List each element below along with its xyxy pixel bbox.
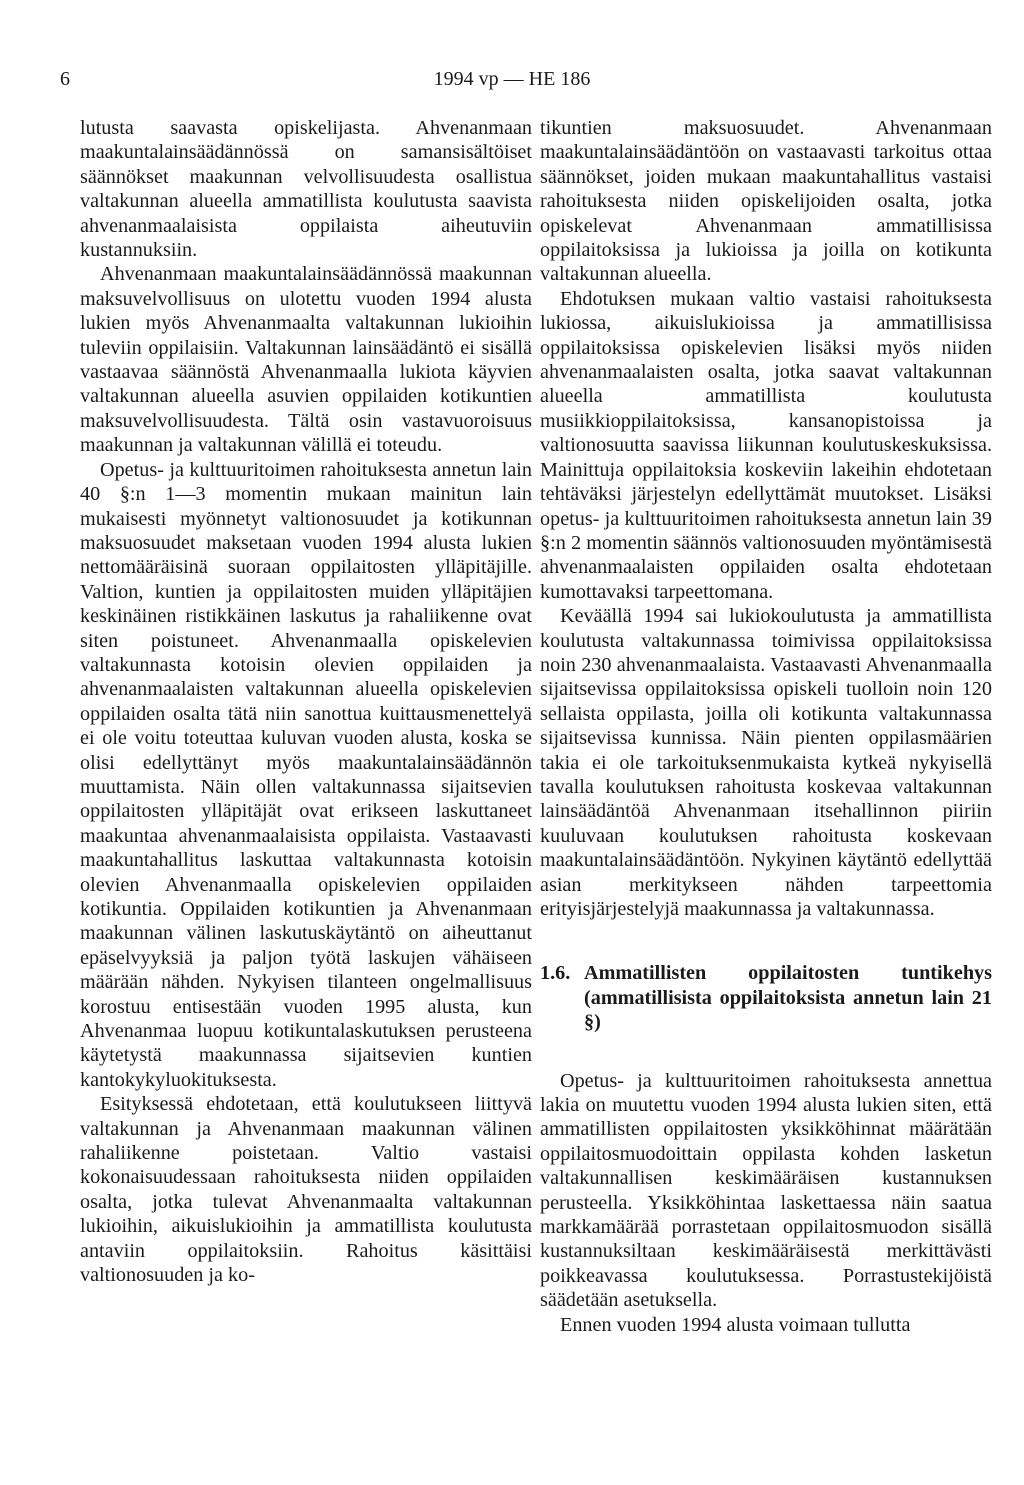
paragraph: Ahvenanmaan maakuntalainsäädännössä maakunnan maksuvelvollisuus on ulotettu vuoden 1994 alusta lukien myös Ahvenanmaalta valtakunnan lukioihin tuleviin oppilaisiin. Valtakunnan lainsäädäntö ei sisällä vastaavaa säännöstä Ahvenanmaalla lukiota käyvien valtakunnan alueella asuvien oppilaiden kotikuntien maksuvelvollisuudesta. Tältä osin vastavuoroisuus maakunnan ja valtakunnan välillä ei toteudu.: [80, 263, 532, 457]
paragraph: Keväällä 1994 sai lukiokoulutusta ja ammatillista koulutusta valtakunnassa toimivissa oppilaitoksissa noin 230 ahvenanmaalaista. Vastaavasti Ahvenanmaalla sijaitsevissa oppilaitoksissa opiskeli tuolloin noin 120 sellaista oppilasta, joilla oli kotikunta valtakunnassa sijaitsevissa kunnissa. Näin pienten oppilasmäärien takia ei ole tarkoituksenmukaista kytkeä nykyisellä tavalla koulutuksen rahoitusta koskevaa valtakunnan lainsäädäntöä Ahvenanmaan itsehallinnon piiriin kuuluvaan koulutuksen rahoitusta koskevaan maakuntalainsäädäntöön. Nykyinen käytäntö edellyttää asian merkitykseen nähden tarpeettomia erityisjärjestelyjä maakunnassa ja valtakunnassa.: [540, 605, 992, 920]
running-title: 1994 vp — HE 186: [433, 68, 591, 90]
section-heading: [540, 961, 992, 1034]
right-column: [540, 116, 992, 1337]
paragraph: Ennen vuoden 1994 alusta voimaan tullutta: [560, 1313, 911, 1336]
paragraph: tikuntien maksuosuudet. Ahvenanmaan maakuntalainsäädäntöön on vastaavasti tarkoitus ottaa säännökset, joiden mukaan maakuntahallitus vastaisi rahoituksesta niiden opiskelijoiden osalta, jotka opiskelevat Ahvenanmaan ammatillisissa oppilaitoksissa ja lukioissa ja joilla on kotikunta valtakunnan alueella.: [540, 117, 992, 286]
paragraph: Esityksessä ehdotetaan, että koulutukseen liittyvä valtakunnan ja Ahvenanmaan maakunnan välinen rahaliikenne poistetaan. Valtio vastaisi kokonaisuudessaan rahoituksesta niiden oppilaiden osalta, jotka tulevat Ahvenanmaalta valtakunnan lukioihin, aikuislukioihin ja ammatillista koulutusta antaviin oppilaitoksiin. Rahoitus käsittäisi valtionosuuden ja ko-: [80, 1093, 532, 1287]
page-header: [0, 68, 1024, 98]
section-number: 1.6.: [540, 962, 571, 985]
paragraph: Opetus- ja kulttuuritoimen rahoituksesta annettua lakia on muutettu vuoden 1994 alusta lukien siten, että ammatillisten oppilaitosten yksikköhinnat määrätään oppilaitosmuodoittain oppilasta kohden lasketun valtakunnallisen keskimääräisen kustannuksen perusteella. Yksikköhintaa laskettaessa näin saatua markkamäärää porrastetaan oppilaitosmuodon sisällä kustannuksiltaan keskimääräisestä merkittävästi poikkeavassa koulutuksessa. Porrastustekijöistä säädetään asetuksella.: [540, 1069, 992, 1312]
paragraph: Opetus- ja kulttuuritoimen rahoituksesta annetun lain 40 §:n 1—3 momentin mukaan mainitun lain mukaisesti myönnetyt valtionosuudet ja kotikunnan maksuosuudet maksetaan vuoden 1994 alusta lukien nettomääräisinä suoraan oppilaitosten ylläpitäjille. Valtion, kuntien ja oppilaitosten muiden ylläpitäjien keskinäinen ristikkäinen laskutus ja rahaliikenne ovat siten poistuneet. Ahvenanmaalla opiskelevien valtakunnasta kotoisin olevien oppilaiden ja ahvenanmaalaisten valtakunnan alueella opiskelevien oppilaiden osalta tätä niin sanottua kuittausmenettelyä ei ole voitu toteuttaa kuluvan vuoden alusta, koska se olisi edellyttänyt myös maakuntalainsäädännön muuttamista. Näin ollen valtakunnassa sijaitsevien oppilaitosten ylläpitäjät ovat erikseen laskuttaneet maakuntaa ahvenanmaalaisista oppilaista. Vastaavasti maakuntahallitus laskuttaa valtakunnasta kotoisin olevien Ahvenanmaalla opiskelevien oppilaiden kotikuntia. Oppilaiden kotikuntien ja Ahvenanmaan maakunnan välinen laskutuskäytäntö on aiheuttanut epäselvyyksiä ja paljon työtä laskujen vähäiseen määrään nähden. Nykyisen tilanteen ongelmallisuus korostuu entisestään vuoden 1995 alusta, kun Ahvenanmaa luopuu kotikuntalaskutuksen perusteena käytetystä maakunnassa sijaitsevien kuntien kantokykyluokituksesta.: [80, 458, 532, 1091]
left-column: [80, 116, 532, 1288]
paragraph: Ehdotuksen mukaan valtio vastaisi rahoituksesta lukiossa, aikuislukioissa ja ammatillisissa oppilaitoksissa opiskelevien lisäksi myös niiden ahvenanmaalaisten osalta, jotka saavat valtakunnan alueella ammatillista koulutusta musiikkioppilaitoksissa, kansanopistoissa ja valtionosuutta saavissa liikunnan koulutuskeskuksissa. Mainittuja oppilaitoksia koskeviin lakeihin ehdotetaan tehtäväksi järjestelyn edellyttämät muutokset. Lisäksi opetus- ja kulttuuritoimen rahoituksesta annetun lain 39 §:n 2 momentin säännös valtionosuuden myöntämisestä ahvenanmaalaisten oppilaiden osalta ehdotetaan kumottavaksi tarpeettomana.: [540, 287, 992, 603]
section-title: Ammatillisten oppilaitosten tuntikehys (ammatillisista oppilaitoksista annetun lain 21 §): [584, 962, 992, 1034]
page-number: 6: [60, 68, 70, 90]
paragraph: lutusta saavasta opiskelijasta. Ahvenanmaan maakuntalainsäädännössä on samansisältöiset säännökset maakunnan velvollisuudesta osallistua valtakunnan alueella ammatillista koulutusta saavista ahvenanmaalaisista oppilaista aiheutuviin kustannuksiin.: [80, 117, 532, 262]
